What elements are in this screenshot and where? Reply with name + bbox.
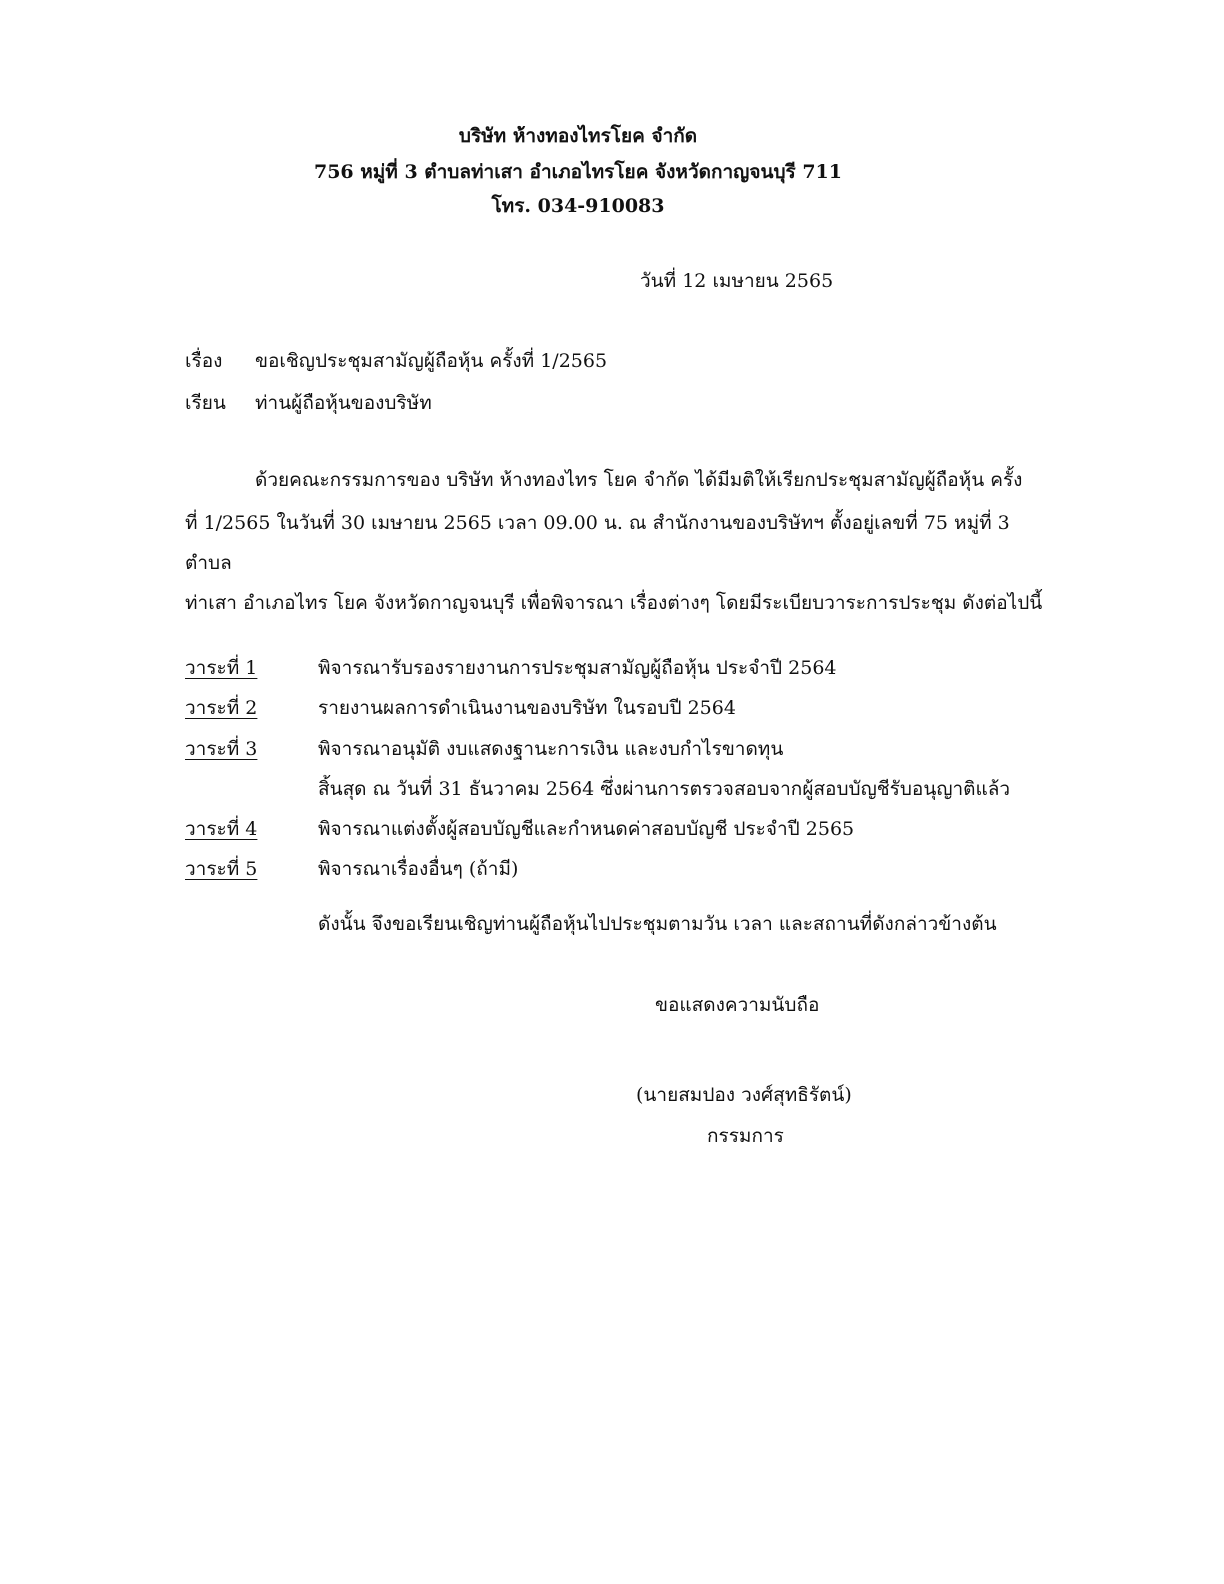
agenda-text-4: พิจารณาแต่งตั้งผู้สอบบัญชีและกำหนดค่าสอบบัญชี ประจำปี 2565 [318, 818, 855, 840]
agenda-label-5: วาระที่ 5 [185, 858, 258, 880]
agenda-text-5: พิจารณาเรื่องอื่นๆ (ถ้ามี) [318, 858, 519, 880]
closing-statement: ดังนั้น จึงขอเรียนเชิญท่านผู้ถือหุ้นไปประชุมตามวัน เวลา และสถานที่ดังกล่าวข้างต้น [318, 913, 997, 935]
agenda-text-3: พิจารณาอนุมัติ งบแสดงฐานะการเงิน และงบกำไรขาดทุน [318, 738, 784, 760]
body-line-2: ที่ 1/2565 ในวันที่ 30 เมษายน 2565 เวลา 09.00 น. ณ สำนักงานของบริษัทฯ ตั้งอยู่เลขที่ 75 หมู่ที่ 3 [185, 512, 1010, 534]
agenda-text-2: รายงานผลการดำเนินงานของบริษัท ในรอบปี 2564 [318, 697, 736, 719]
signoff-greeting: ขอแสดงความนับถือ [655, 994, 820, 1016]
subject-label: เรื่อง [185, 350, 223, 372]
agenda-label-1: วาระที่ 1 [185, 657, 258, 679]
letter-date: วันที่ 12 เมษายน 2565 [640, 270, 834, 292]
company-phone: โทร. 034-910083 [491, 195, 665, 217]
body-line-3: ตำบล [185, 552, 232, 574]
agenda-label-2: วาระที่ 2 [185, 697, 258, 719]
body-line-1: ด้วยคณะกรรมการของ บริษัท ห้างทองไทร โยค จำกัด ได้มีมติให้เรียกประชุมสามัญผู้ถือหุ้น ครั้ง [255, 469, 1023, 491]
agenda-label-4: วาระที่ 4 [185, 818, 258, 840]
recipient-text: ท่านผู้ถือหุ้นของบริษัท [255, 392, 432, 414]
company-address: 756 หมู่ที่ 3 ตำบลท่าเสา อำเภอไทรโยค จังหวัดกาญจนบุรี 711 [313, 161, 842, 183]
recipient-label: เรียน [185, 392, 226, 414]
body-line-4: ท่าเสา อำเภอไทร โยค จังหวัดกาญจนบุรี เพื่อพิจารณา เรื่องต่างๆ โดยมีระเบียบวาระการประชุม ดังต่อไปนี้ [185, 592, 1043, 614]
subject-text: ขอเชิญประชุมสามัญผู้ถือหุ้น ครั้งที่ 1/2565 [255, 350, 608, 372]
agenda-continuation-3: สิ้นสุด ณ วันที่ 31 ธันวาคม 2564 ซึ่งผ่านการตรวจสอบจากผู้สอบบัญชีรับอนุญาติแล้ว [318, 778, 1011, 800]
signatory-position: กรรมการ [707, 1125, 784, 1147]
agenda-text-1: พิจารณารับรองรายงานการประชุมสามัญผู้ถือหุ้น ประจำปี 2564 [318, 657, 837, 679]
agenda-label-3: วาระที่ 3 [185, 738, 258, 760]
company-name: บริษัท ห้างทองไทรโยค จำกัด [458, 125, 698, 147]
signatory-name: (นายสมปอง วงศ์สุทธิรัตน์) [636, 1084, 852, 1106]
